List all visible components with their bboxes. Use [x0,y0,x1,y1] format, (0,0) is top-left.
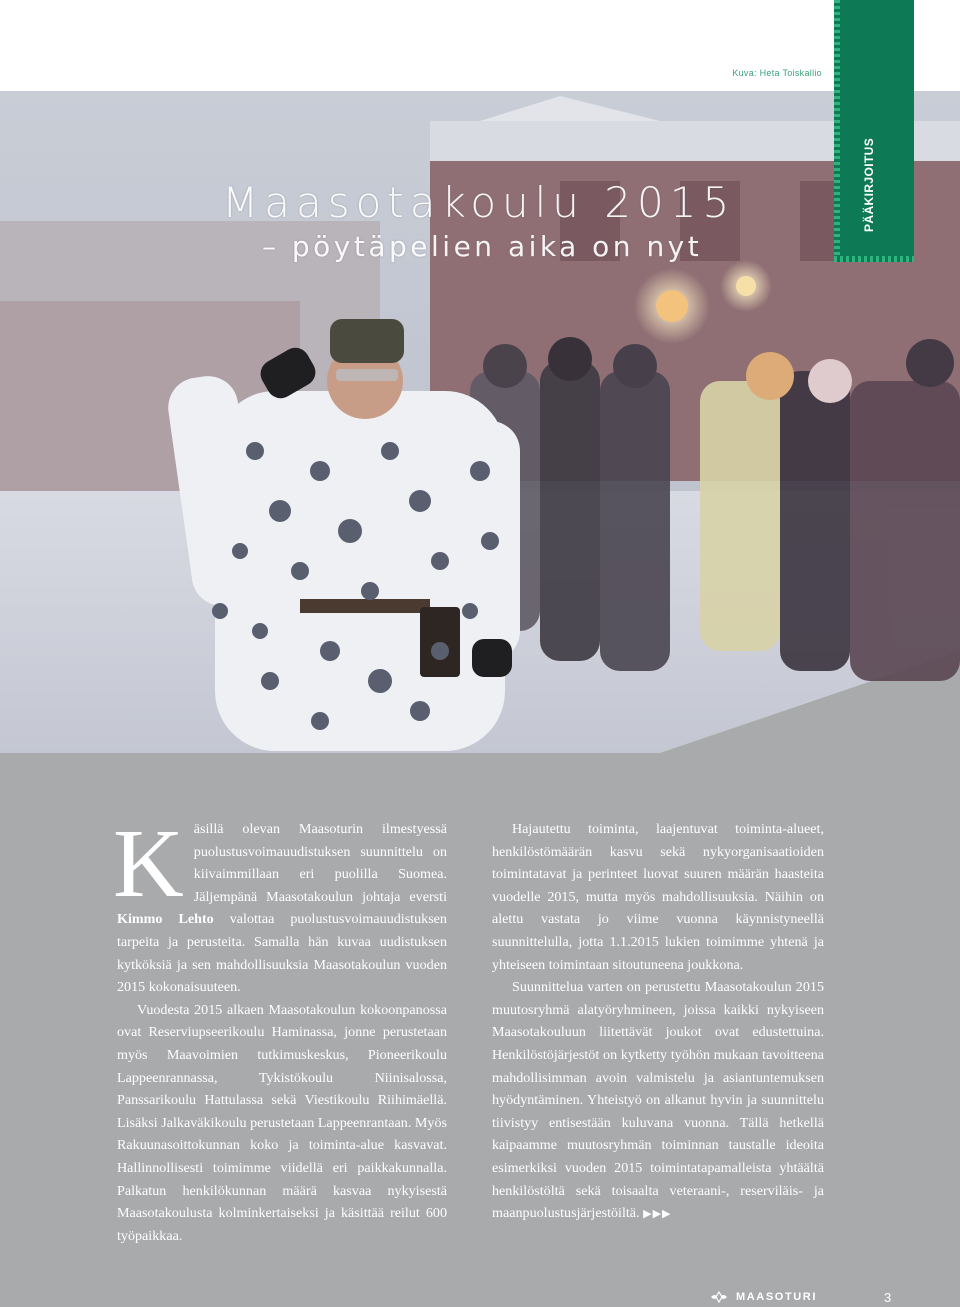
body-paragraph: Hajautettu toiminta, laajentuvat toiminta-alueet, henkilöstömäärän kasvu sekä nykyorganisaatioiden toimintatavat ja perinteet luovat suuren määrän haasteita vuodelle 2015, mutta myös mahdollisuuksia. Näihin on alettu vastata jo viime vuonna käynnistyneellä suunnittelulla, jotta 1.1.2015 lukien toimimme yhtenä ja yhteiseen toimintaan sitoutuneena joukkona. [492,821,824,973]
section-label: PÄÄKIRJOITUS [862,137,876,232]
continue-arrows-icon: ▶▶▶ [643,1207,672,1221]
closing-text: Suunnittelua varten on perustettu Maasotakoulun 2015 muutosryhmä alatyöryhmineen, joissa kaikki nykyiseen Maasotakouluun liitettävät joukot ovat edustettuina. Henkilöstöjärjestöt on kytketty työhön mukaan tavoitteena mahdollisimman avoin valmistelu ja asiantuntemuksen hyödyntäminen. Yhteistyö on alkanut hyvin ja suunnittelu tiivistyy entisestään kuluvana vuonna. Tällä hetkellä kaipaamme muutosryhmän toiminnan taustalle ideoita esimerkiksi vuoden 2015 toimintatapamalleista yhtäältä henkilöstöltä sekä toisaalta veteraani-, reserviläis- ja maanpuolustusjärjestöiltä. [492,979,824,1222]
tab-pattern-vertical [834,0,840,262]
page-number: 3 [884,1290,892,1305]
left-column [113,810,447,1247]
footer-logo [710,1291,817,1303]
body-paragraph: Vuodesta 2015 alkaen Maasotakoulun kokoonpanossa ovat Reserviupseerikoulu Haminassa, jonne perustetaan myös Maavoimien tutkimuskeskus, Pioneerikoulu Lappeenrannassa, Tykistökoulu Niinisalossa, Panssarikoulu Hattulassa sekä Viestikoulu Riihimäellä. Lisäksi Jalkaväkikoulu perustetaan Lappeenrantaan. Myös Rakuunasoittokunnan koko ja toiminta-alue kasvavat. Hallinnollisesti toimimme viidellä eri paikkakunnalla. Palkatun henkilökunnan määrä kasvaa nykyisestä Maasotakoulusta kolminkertaiseksi ja käsittää reilut 600 työpaikkaa. [117,1001,447,1244]
article-subtitle: – pöytäpelien aika on nyt [262,230,703,263]
tab-pattern-bottom [834,256,914,262]
drop-cap: K [113,810,184,918]
person-name: Kimmo Lehto [117,911,214,928]
intro-text-end: valottaa puolustusvoimauudistuksen tarpeita ja perusteita. Samalla hän kuvaa uudistuksen kytköksiä ja sen mahdollisuuksia Maasotakoulun vuoden 2015 kokonaisuuteen. [117,911,447,996]
intro-paragraph [113,810,447,999]
article-title: Maasotakoulu 2015 [222,178,736,227]
right-column [492,818,824,1226]
photo-credit: Kuva: Heta Toiskallio [732,68,822,78]
emblem-icon [710,1291,728,1303]
brand-name: MAASOTURI [736,1291,818,1303]
intro-text-start: äsillä olevan Maasoturin ilmestyessä puolustusvoimauudistuksen suunnittelu on kiivaimmillaan eri puolilla Suomea. Jäljempänä Maasotakoulun johtaja eversti [193,821,447,905]
body-paragraph [492,976,824,1226]
